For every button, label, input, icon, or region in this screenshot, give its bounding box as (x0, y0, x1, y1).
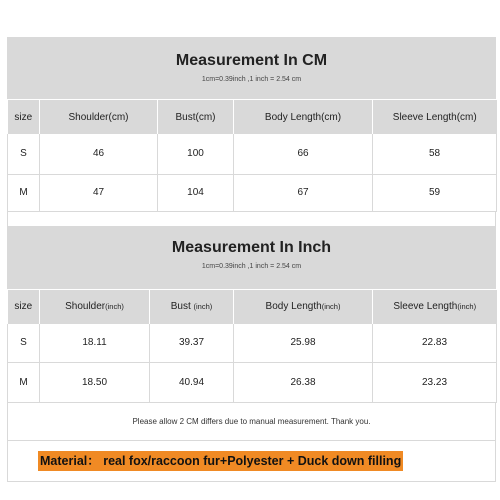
column-header-label: size (14, 301, 33, 312)
sleeve-length-cell: 23.23 (373, 363, 497, 403)
table-row (8, 134, 497, 174)
shoulder-cell: 18.50 (40, 363, 150, 403)
bust-cell: 39.37 (150, 324, 234, 363)
size-cell: S (8, 134, 40, 174)
body-length-cell: 26.38 (234, 363, 373, 403)
shoulder-cell: 46 (40, 134, 158, 174)
column-header-unit: (inch) (105, 302, 124, 311)
body-length-cell: 66 (234, 134, 373, 174)
inch-section-title: Measurement In Inch (171, 238, 332, 256)
column-header-label: size (14, 111, 33, 123)
measurement-disclaimer: Please allow 2 CM differs due to manual measurement. Thank you. (7, 403, 496, 441)
inch-table-header-row (8, 290, 497, 324)
bust-cell: 104 (158, 174, 234, 211)
column-header-shoulder (40, 100, 158, 134)
bust-cell: 100 (158, 134, 234, 174)
table-row (8, 363, 497, 403)
size-cell: M (8, 363, 40, 403)
cm-section-conversion-note: 1cm=0.39inch ,1 inch = 2.54 cm (201, 76, 302, 83)
column-header-body-length (234, 100, 373, 134)
bust-cell: 40.94 (150, 363, 234, 403)
column-header-size (8, 290, 40, 324)
inch-measurement-table (7, 290, 497, 404)
column-header-label: Bust (170, 301, 194, 312)
cm-section-title: Measurement In CM (175, 52, 328, 69)
column-header-label: Shoulder(cm) (68, 111, 129, 123)
column-header-sleeve-length (373, 290, 497, 324)
cm-measurement-table (7, 100, 497, 212)
material-row (7, 441, 496, 482)
column-header-size (8, 100, 40, 134)
sleeve-length-cell: 22.83 (373, 324, 497, 363)
inch-section-conversion-note: 1cm=0.39inch ,1 inch = 2.54 cm (201, 262, 302, 270)
size-cell: S (8, 324, 40, 363)
column-header-sleeve-length (373, 100, 497, 134)
size-chart (7, 37, 496, 482)
material-label: Material： real fox/raccoon fur+Polyester + Duck down filling (38, 451, 403, 471)
inch-section-header (7, 226, 496, 290)
sleeve-length-cell: 58 (373, 134, 497, 174)
column-header-body-length (234, 290, 373, 324)
size-cell: M (8, 174, 40, 211)
column-header-label: Shoulder (65, 301, 106, 312)
column-header-bust (158, 100, 234, 134)
shoulder-cell: 18.11 (40, 324, 150, 363)
sleeve-length-cell: 59 (373, 174, 497, 211)
body-length-cell: 67 (234, 174, 373, 211)
table-row (8, 174, 497, 211)
column-header-label: Body Length (265, 301, 322, 312)
column-header-label: Bust(cm) (175, 111, 216, 123)
column-header-unit: (inch) (457, 302, 477, 311)
cm-section-header (7, 37, 496, 100)
body-length-cell: 25.98 (234, 324, 373, 363)
column-header-unit: (inch) (193, 302, 213, 311)
section-spacer (7, 212, 496, 226)
shoulder-cell: 47 (40, 174, 158, 211)
table-row (8, 324, 497, 363)
column-header-label: Sleeve Length (393, 301, 458, 312)
column-header-label: Body Length(cm) (264, 111, 342, 123)
column-header-shoulder (40, 290, 150, 324)
cm-table-header-row (8, 100, 497, 134)
column-header-bust (150, 290, 234, 324)
column-header-unit: (inch) (321, 302, 341, 311)
column-header-label: Sleeve Length(cm) (392, 111, 477, 123)
